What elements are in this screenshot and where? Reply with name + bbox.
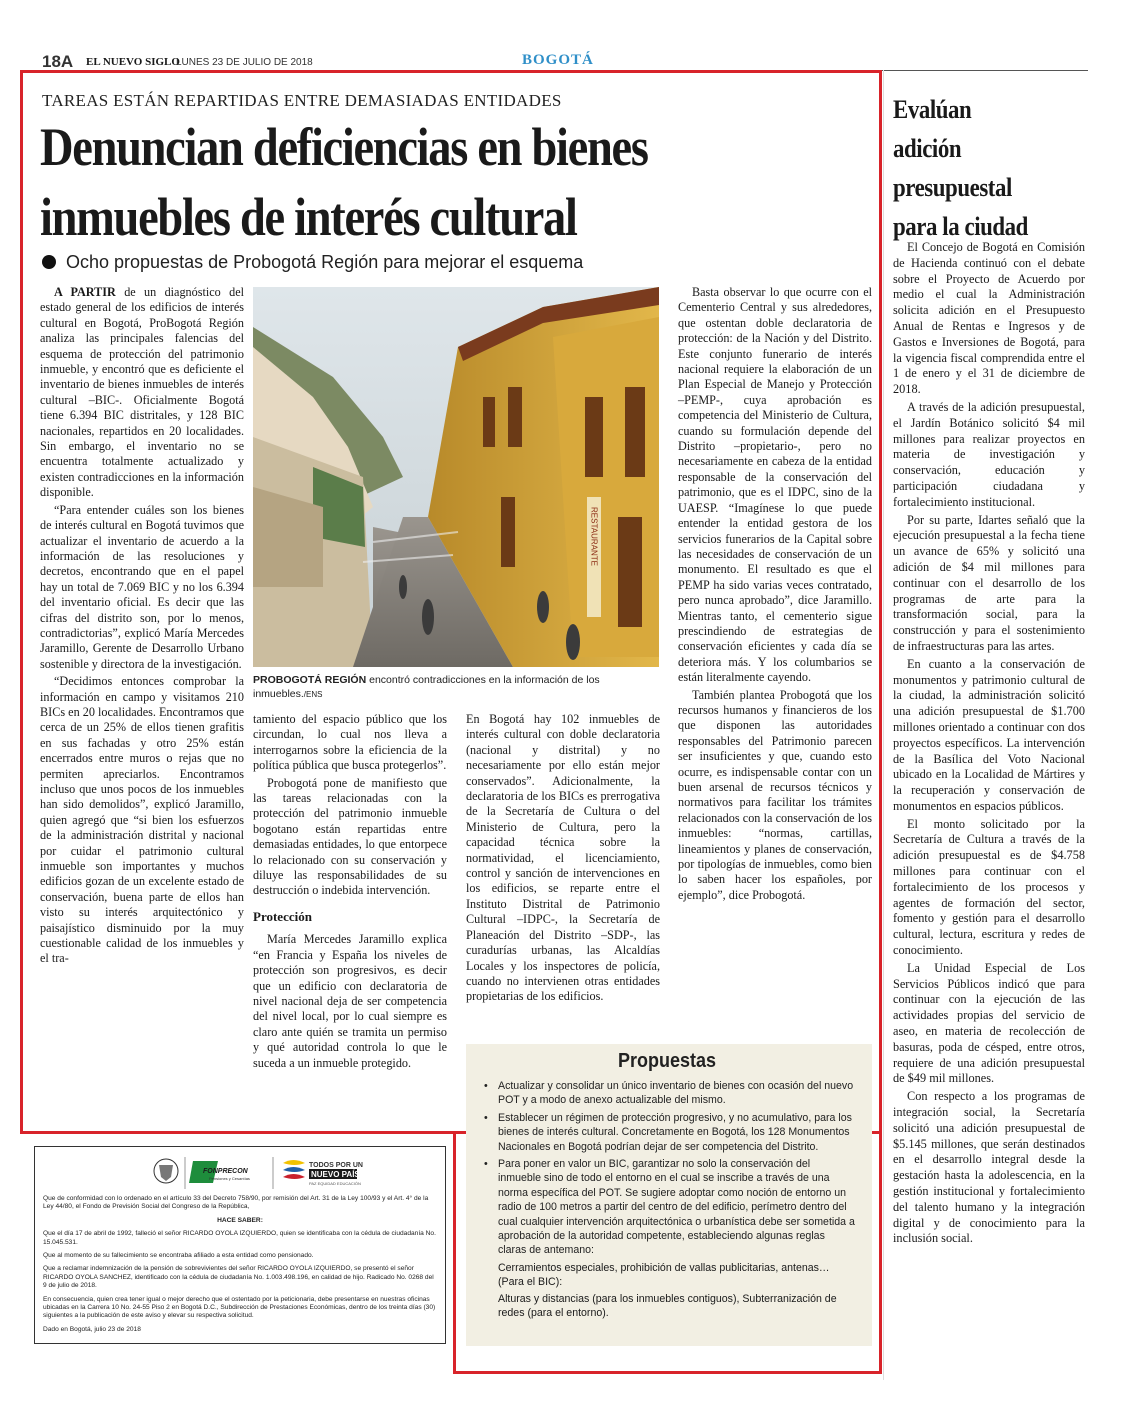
article-kicker: TAREAS ESTÁN REPARTIDAS ENTRE DEMASIADAS ENTIDADES — [42, 91, 562, 110]
notice-paragraph: Que el día 17 de abril de 1992, falleció el señor RICARDO OYOLA IZQUIERDO, quien se identificaba con la cédula de ciudadanía No. 15.045.531. — [43, 1230, 436, 1246]
notice-logos — [43, 1153, 437, 1195]
paragraph: A través de la adición presupuestal, el Jardín Botánico solicitó $4 mil millones para realizar proyectos en materia de investigación y conservación, educación y participación ciudadana y fortalecimiento institucional. — [893, 399, 1085, 509]
propuestas-box — [466, 1044, 872, 1346]
photo-caption — [253, 673, 657, 702]
list-item: • Para poner en valor un BIC, garantizar no solo la conservación del inmueble sino de todo el entorno en el cual se inscribe a través de una norma específica del POT. Se sugiere adoptar como noción de entorno un radio de 100 metros a partir del centro de del edificio, perímetro dentro del cual cualquier intervención arquitectónica o urbanística debe ser sometida a aprobación de la autoridad competente, estableciendo algunas reglas claras de antemano: — [478, 1157, 856, 1258]
section-subtitle: Protección — [253, 908, 312, 924]
headline-line-2: inmuebles de interés cultural — [40, 187, 577, 247]
paragraph: El monto solicitado por la Secretaría de Cultura a través de la adición presupuestal es de $4.758 millones para continuar con el fortalecimiento de los procesos y agentes de formación del sector, fomento y gestión para el desarrollo cultural, lectura, escritura y redes de conocimiento. — [893, 816, 1085, 958]
paragraph: También plantea Probogotá que los recursos humanos y financieros de los que disponen las autoridades responsables del Patrimonio parecen ser insuficientes y que, cuando esto ocurre, es indispensable contar con un buen arsenal de recursos técnicos y normativos para facilitar los trámites relacionados con la conservación de los inmuebles: “normas, cartillas, lineamientos y planes de conservación, por tipologías de inmuebles, como bien lo saben hacer los españoles, por ejemplo”, dice Probogotá. — [678, 687, 872, 902]
side-title-line: presupuestal — [893, 173, 1012, 202]
legal-notice — [34, 1146, 446, 1344]
paragraph: En Bogotá hay 102 inmuebles de interés cultural con doble declaratoria (nacional y distrital) y no necesariamente por ello están mejor conservados”. Adicionalmente, la declaratoria de los BICs es prerrogativa de la Secretaría de Cultura o del Ministerio de Cultura, pero la capacidad técnica sobre la normatividad, el licenciamiento, control y sanción de intervenciones en los edificios, se reparte entre el Instituto Distrital de Patrimonio Cultural –IDPC-, la Secretaría de Planeación del Distrito –SDP-, las curadurías urbanas, las Alcaldías Locales y los inspectores de policía, cuando no intervienen otras entidades propietarias de los edificios. — [466, 712, 660, 1004]
headline-line-1: Denuncian deficiencias en bienes — [40, 117, 648, 177]
logo-text-line1: TODOS POR UN — [309, 1162, 363, 1169]
todos-por-un-nuevo-pais-logo — [283, 1160, 363, 1186]
paragraph: Probogotá pone de manifiesto que las tareas relacionadas con la protección del patrimonio inmueble bogotano están repartidas entre demasiadas entidades, lo que entorpece lo relacionado con su conservación y diluye las responsabilidades de su destrucción o indebida intervención. — [253, 775, 447, 898]
bullet-icon — [42, 255, 56, 269]
fonprecon-logo — [189, 1161, 250, 1183]
sub-item: Alturas y distancias (para los inmuebles contiguos), Subterranización de redes (para el entorno). — [498, 1292, 837, 1320]
notice-heading: HACE SABER: — [217, 1216, 263, 1224]
side-article-title — [893, 90, 1069, 246]
propuestas-sublist — [478, 1261, 856, 1321]
restaurant-sign-text: RESTAURANTE — [589, 507, 599, 566]
logo-text-subline: PAZ EQUIDAD EDUCACIÓN — [309, 1181, 361, 1186]
lead-in: A PARTIR — [54, 285, 116, 299]
logo-text-line2: NUEVO PAÍS — [311, 1170, 360, 1179]
street-photo — [253, 287, 659, 667]
notice-paragraph: En consecuencia, quien crea tener igual o mejor derecho que el ostentado por la peticionaria, debe presentarse en nuestras oficinas ubicadas en la Carrera 10 No. 24-55 Piso 2 en Bogotá D.C., Subdirección de Prestaciones Económicas, dentro de los treinta días (30) siguientes a la publicación de este aviso y elevar su respectiva solicitud. — [43, 1295, 436, 1320]
paragraph: La Unidad Especial de Los Servicios Públicos indicó que para continuar con la ejecución de las actividades propias del servicio de aseo, en materia de recolección de basuras, poda de césped, entre otros, requiere de una adición presupuestal de $49 mil millones. — [893, 960, 1085, 1086]
notice-paragraph: Que a reclamar indemnización de la pensión de sobrevivientes del señor RICARDO OYOLA IZQUIERDO, se presentó el señor RICARDO OYOLA SANCHEZ, identificado con la cédula de ciudadanía No. 1.003.498.196, en calidad de hijo. Radicado No. 0268 del 9 de julio de 2018. — [43, 1265, 434, 1290]
subhead-text: Ocho propuestas de Probogotá Región para mejorar el esquema — [66, 252, 584, 272]
side-title-line: Evalúan — [893, 95, 972, 124]
paragraph: Por su parte, Idartes señaló que la ejecución presupuestal a la fecha tiene un avance de 65% y solicitó una adición de $4 mil millones para continuar con el desarrollo de los programas de arte para la transformación social, para la construcción y para el sostenimiento de infraestructuras para las artes. — [893, 512, 1085, 653]
fonprecon-logo-subtext: Pensiones y Cesantías — [209, 1176, 250, 1181]
caption-bold: PROBOGOTÁ REGIÓN — [253, 674, 367, 686]
paragraph: Basta observar lo que ocurre con el Cementerio Central y sus alrededores, que ostentan doble declaratoria de protección: de la Nación y del Distrito. Este conjunto funerario de interés nacional requiere la elaboración de un Plan Especial de Manejo y Protección –PEMP-, cuya aprobación es competencia del Ministerio de Cultura, cuando su formulación depende del Distrito –propietario-, pero no necesariamente en cabeza de la entidad responsable de la conservación del patrimonio, que es el IDPC, sino de la UAESP. “Imagínese lo que puede entender la entidad gestora de los servicios funerarios de la Capital sobre las necesidades de conservación de un monumento. El resultado es que el PEMP ha sido varias veces contratado, pero nunca aprobado”, dice Jaramillo. Mientras tanto, el cementerio sigue prescindiendo de estrategias de conservación eficientes y cada día se deteriora más. Y los columbarios se están literalmente cayendo. — [678, 285, 872, 685]
notice-body — [43, 1195, 437, 1334]
paragraph: En cuanto a la conservación de monumentos y patrimonio cultural de la ciudad, la administración solicitó una adición presupuestal de $1.700 millones orientado a continuar con dos proyectos específicos. La intervención de la Basílica del Voto Nacional ubicado en la Localidad de Mártires y la recuperación y conservación de monumentos en espacios públicos. — [893, 656, 1085, 813]
article-column-4 — [678, 285, 872, 905]
photo-credit: /ENS — [303, 690, 323, 699]
notice-paragraph: Que de conformidad con lo ordenado en el artículo 33 del Decreto 758/90, por remisión del Art. 31 de la Ley 100/93 y el Art. 4° de la Ley 44/80, el Fondo de Previsión Social del Congreso de la República, — [43, 1195, 429, 1211]
propuestas-list — [478, 1079, 856, 1258]
paragraph: tamiento del espacio público que los circundan, lo cual nos lleva a interrogarnos sobre la eficiencia de la política pública que busca protegerlos”. — [253, 712, 447, 773]
propuestas-title: Propuestas — [617, 1050, 717, 1072]
coat-of-arms-icon — [154, 1159, 178, 1183]
notice-signature-date: Dado en Bogotá, julio 23 de 2018 — [43, 1325, 141, 1333]
paragraph: María Mercedes Jaramillo explica “en Francia y España los niveles de protección son progresivos, es decir que un edificio con declaratoria de nivel nacional deja de ser competencia del nivel local, por lo cual siempre es claro ante quién se tramita un permiso y qué autoridad controla lo que le suceda a un inmueble protegido. — [253, 932, 447, 1070]
side-article-body — [893, 240, 1085, 1249]
article-headline — [40, 112, 745, 252]
colonial-street-image — [253, 287, 659, 667]
page-header — [38, 50, 1118, 72]
side-title-line: para la ciudad — [893, 212, 1028, 241]
article-column-2 — [253, 712, 447, 1073]
caption-text: encontró contradicciones en la información de los inmuebles. — [253, 674, 600, 700]
article-subhead — [42, 252, 583, 273]
article-column-3 — [466, 712, 660, 1007]
paragraph: Con respecto a los programas de integración social, la Secretaría solicitó una adición presupuestal de $5.145 millones, que serán destinados en el desarrollo integral desde la gestación hasta la adolescencia, en la gestión institucional y fortalecimiento del talento humano y la integración digital y de conocimiento para la inclusión social. — [893, 1089, 1085, 1246]
side-title-line: adición — [893, 134, 962, 163]
page-number: 18A — [42, 52, 74, 71]
paragraph: de un diagnóstico del estado general de los edificios de interés cultural en Bogotá, ProBogotá Región analiza las principales falencias del esquema de protección del patrimonio inmueble, y encontró que es deficiente el inventario de bienes inmuebles de interés cultural –BIC-. Oficialmente Bogotá tiene 6.394 BIC distritales, y 128 BIC nacionales, repartidos en 20 localidades. Sin embargo, el inventario no se encuentra totalmente actualizado y existen contradicciones en la información disponible. — [40, 285, 244, 500]
sub-item: Cerramientos especiales, prohibición de vallas publicitarias, antenas… (Para el BIC): — [498, 1261, 830, 1289]
notice-paragraph: Que al momento de su fallecimiento se encontraba afiliado a esta entidad como pensionado. — [43, 1252, 314, 1260]
publication-date: LUNES 23 DE JULIO DE 2018 — [176, 57, 313, 68]
column-divider — [883, 70, 884, 1380]
paragraph: “Decidimos entonces comprobar la información en campo y visitamos 210 BICs en 20 localidades. Encontramos que cerca de un 25% de ellos tienen grafitis en sus fachadas y otro 25% están encerrados entre muros o rejas que no permiten apreciarlos. Encontramos incluso que unos pocos de los inmuebles han sido demolidos”, explicó Jaramillo, quien agregó que “si bien los esfuerzos de la administración distrital y nacional por cuidar el patrimonio cultural inmueble son importantes y muchos edificios gozan de un excelente estado de conservación, buena parte de ellos han visto su interés arquitectónico y paisajístico disminuido por la muy cuestionable calidad de los inmuebles y el tra- — [40, 674, 244, 966]
fonprecon-logo-text: FONPRECON — [203, 1168, 248, 1175]
paragraph: “Para entender cuáles son los bienes de interés cultural en Bogotá tuvimos que actualizar el inventario de acuerdo a la información de las resoluciones y decretos, encontrando que en el papel hay un total de 7.069 BIC y no los 6.394 del inventario oficial. Es decir que las cifras del distrito son, por lo menos, contradictorias”, explicó María Mercedes Jaramillo, Gerente de Desarrollo Urbano sostenible y directora de la investigación. — [40, 502, 244, 671]
list-item: • Actualizar y consolidar un único inventario de bienes con ocasión del nuevo POT y a modo de anexo actualizable del mismo. — [478, 1079, 856, 1108]
section-name: BOGOTÁ — [522, 52, 594, 68]
article-column-1 — [40, 285, 244, 969]
list-item: • Establecer un régimen de protección progresivo, y no acumulativo, para los bienes de interés cultural. Concretamente en Bogotá, los 128 Monumentos Nacionales en Bogotá podrían dejar de ser competencia del Distrito. — [478, 1111, 856, 1154]
paragraph: El Concejo de Bogotá en Comisión de Hacienda continuó con el debate sobre el Proyecto de Acuerdo por medio el cual la Administración solicita adición en el Presupuesto Anual de Rentas e Ingresos y de Gastos e Inversiones de Bogotá, para la vigencia fiscal comprendida entre el 1 de enero y el 31 de diciembre de 2018. — [893, 240, 1085, 397]
newspaper-name: EL NUEVO SIGLO — [86, 56, 180, 68]
